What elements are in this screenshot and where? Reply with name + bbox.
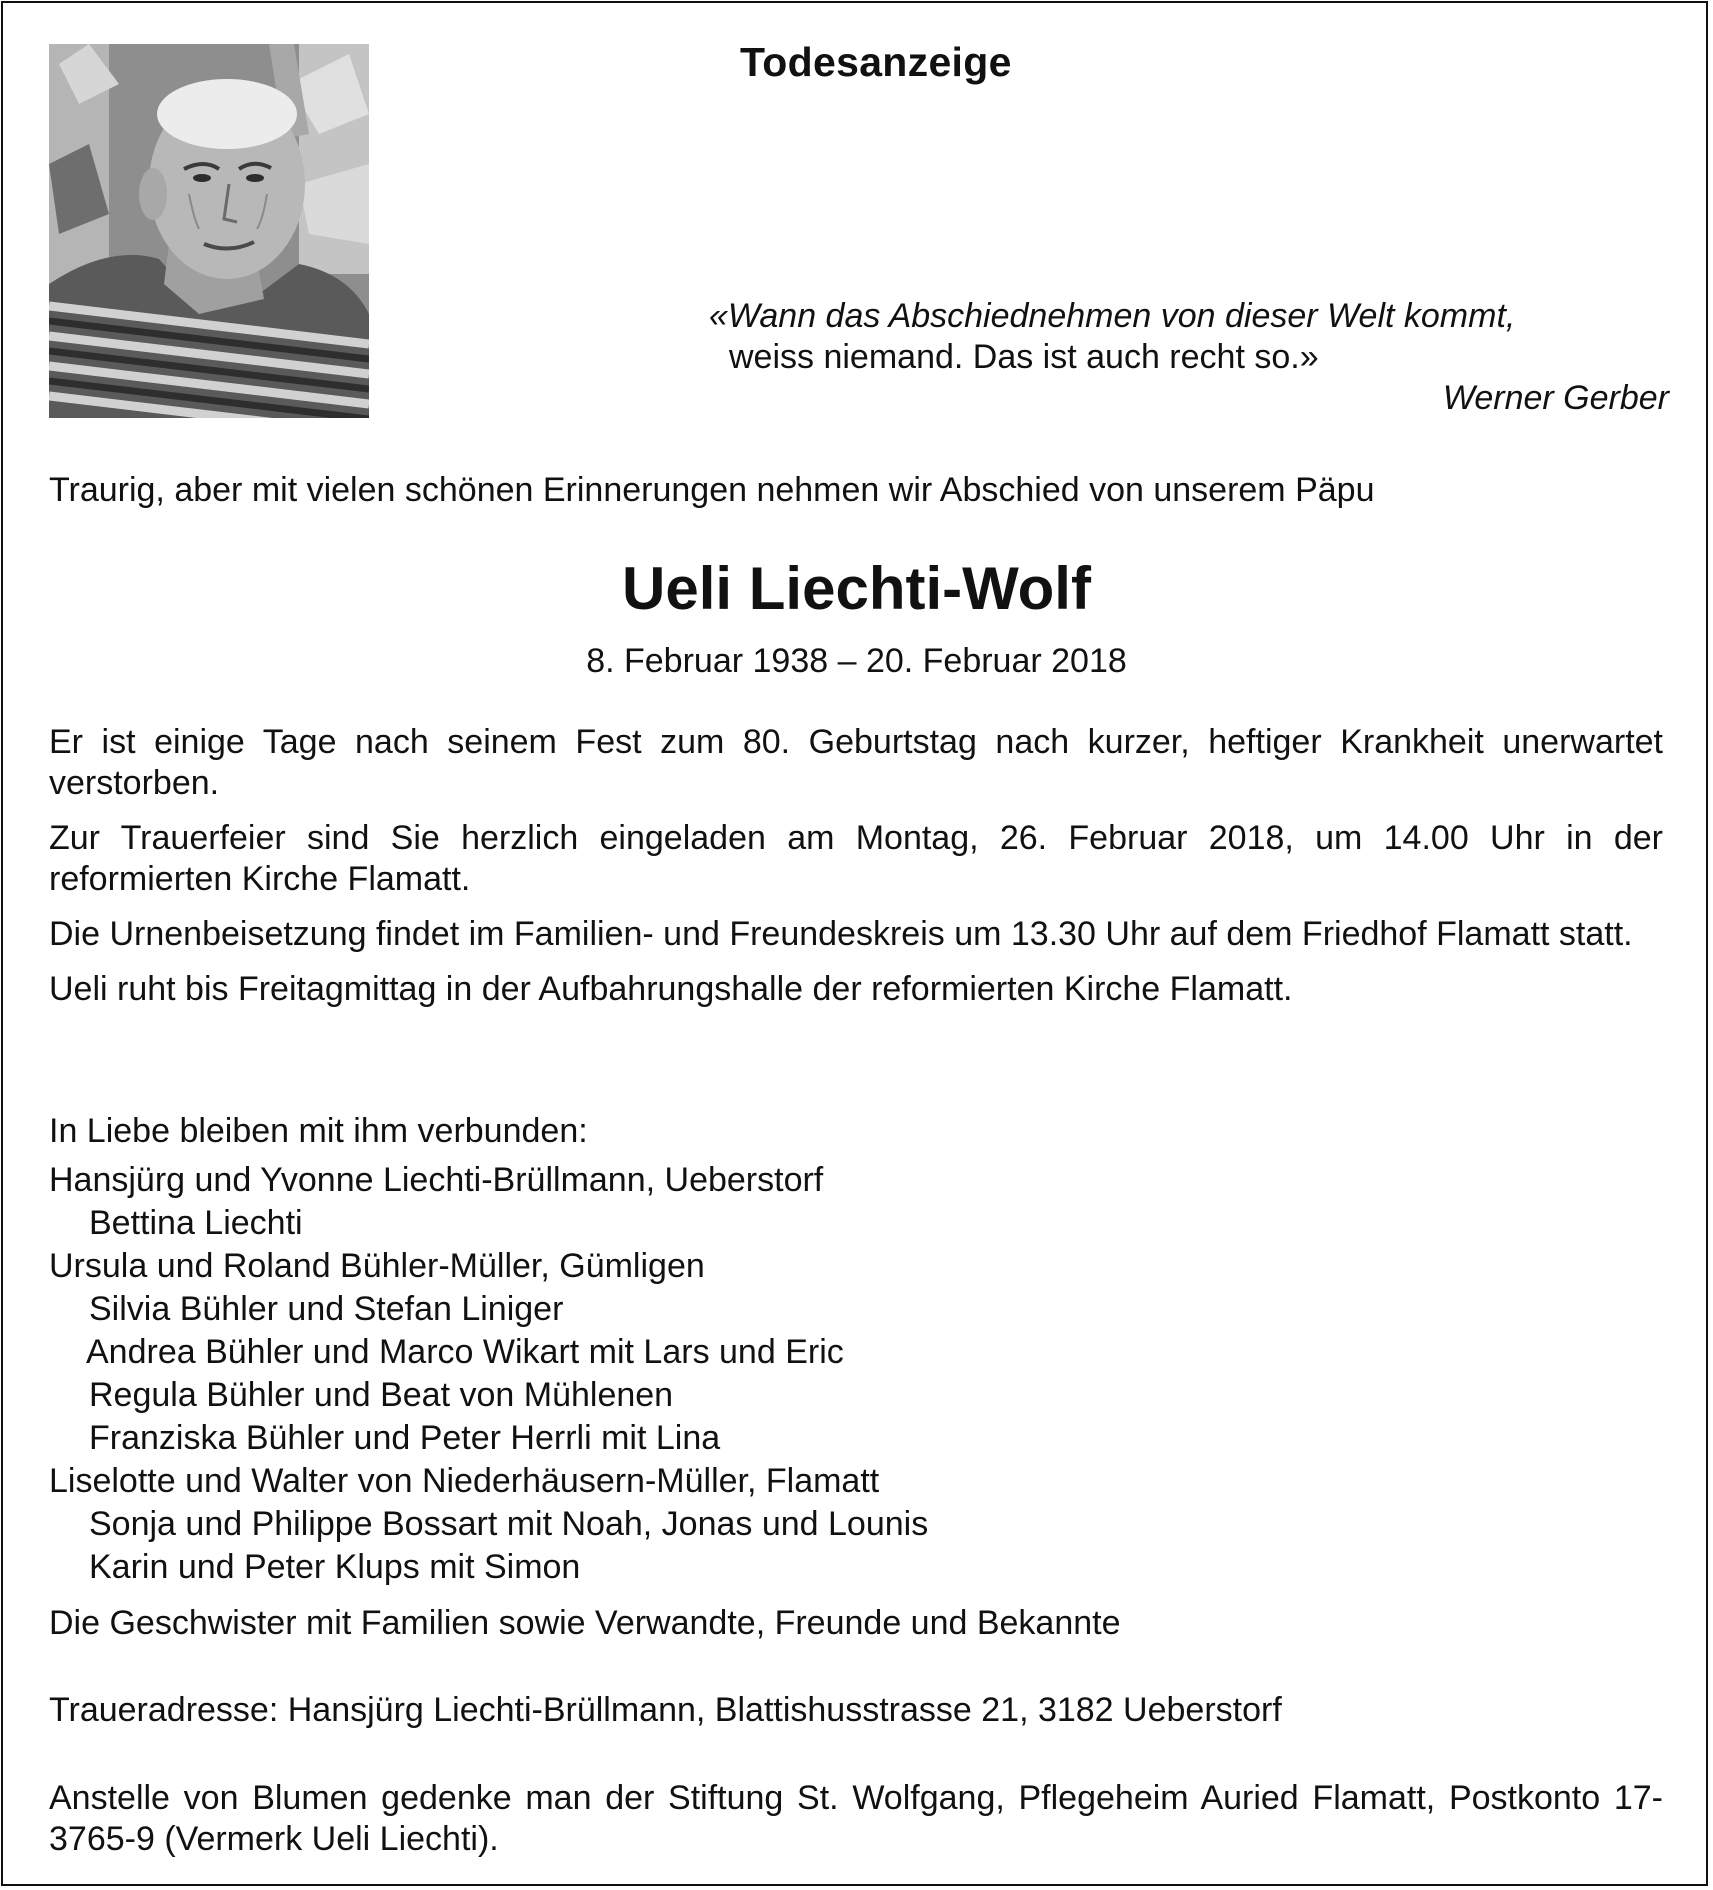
mourning-address: Traueradresse: Hansjürg Liechti-Brüllmann, Blattishusstrasse 21, 3182 Ueberstorf (49, 1691, 1282, 1729)
notice-body (49, 722, 1663, 1010)
family-line: Regula Bühler und Beat von Mühlenen (89, 1376, 674, 1414)
deceased-name: Ueli Liechti-Wolf (622, 555, 1091, 622)
quote-line-1: «Wann das Abschiednehmen von dieser Welt kommt, (709, 297, 1516, 335)
family-line: Sonja und Philippe Bossart mit Noah, Jonas und Lounis (89, 1505, 929, 1543)
family-line: Hansjürg und Yvonne Liechti-Brüllmann, Ueberstorf (49, 1161, 824, 1199)
notice-heading: Todesanzeige (740, 39, 1012, 85)
life-dates: 8. Februar 1938 – 20. Februar 2018 (586, 642, 1127, 680)
family-line: Bettina Liechti (89, 1204, 303, 1242)
family-list (49, 1110, 1663, 1589)
family-line: Liselotte und Walter von Niederhäusern-Müller, Flamatt (49, 1462, 880, 1500)
family-list-title: In Liebe bleiben mit ihm verbunden: (49, 1112, 588, 1150)
family-line: Karin und Peter Klups mit Simon (89, 1548, 581, 1586)
quote-block (709, 296, 1669, 419)
quote-line-2: weiss niemand. Das ist auch recht so.» (729, 338, 1319, 376)
family-line: Andrea Bühler und Marco Wikart mit Lars und Eric (86, 1333, 844, 1371)
family-line: Ursula und Roland Bühler-Müller, Gümligen (49, 1247, 705, 1285)
family-line: Silvia Bühler und Stefan Liniger (89, 1290, 564, 1328)
intro-text: Traurig, aber mit vielen schönen Erinnerungen nehmen wir Abschied von unserem Päpu (49, 471, 1375, 509)
family-line: Franziska Bühler und Peter Herrli mit Lina (89, 1419, 721, 1457)
donation-note: Anstelle von Blumen gedenke man der Stiftung St. Wolfgang, Pflegeheim Auried Flamatt, Postkonto 17-3765-9 (Vermerk Ueli Liechti). (49, 1779, 1663, 1858)
paragraph-burial: Die Urnenbeisetzung findet im Familien- und Freundeskreis um 13.30 Uhr auf dem Friedhof Flamatt statt. (49, 915, 1633, 953)
paragraph-funeral: Zur Trauerfeier sind Sie herzlich eingeladen am Montag, 26. Februar 2018, um 14.00 Uhr in der reformierten Kirche Flamatt. (49, 819, 1663, 898)
portrait-photo (49, 44, 369, 418)
relatives-line: Die Geschwister mit Familien sowie Verwandte, Freunde und Bekannte (49, 1604, 1121, 1642)
paragraph-viewing: Ueli ruht bis Freitagmittag in der Aufbahrungshalle der reformierten Kirche Flamatt. (49, 970, 1293, 1008)
quote-author: Werner Gerber (1442, 379, 1669, 417)
paragraph-passing: Er ist einige Tage nach seinem Fest zum 80. Geburtstag nach kurzer, heftiger Krankheit unerwartet verstorben. (49, 723, 1663, 802)
